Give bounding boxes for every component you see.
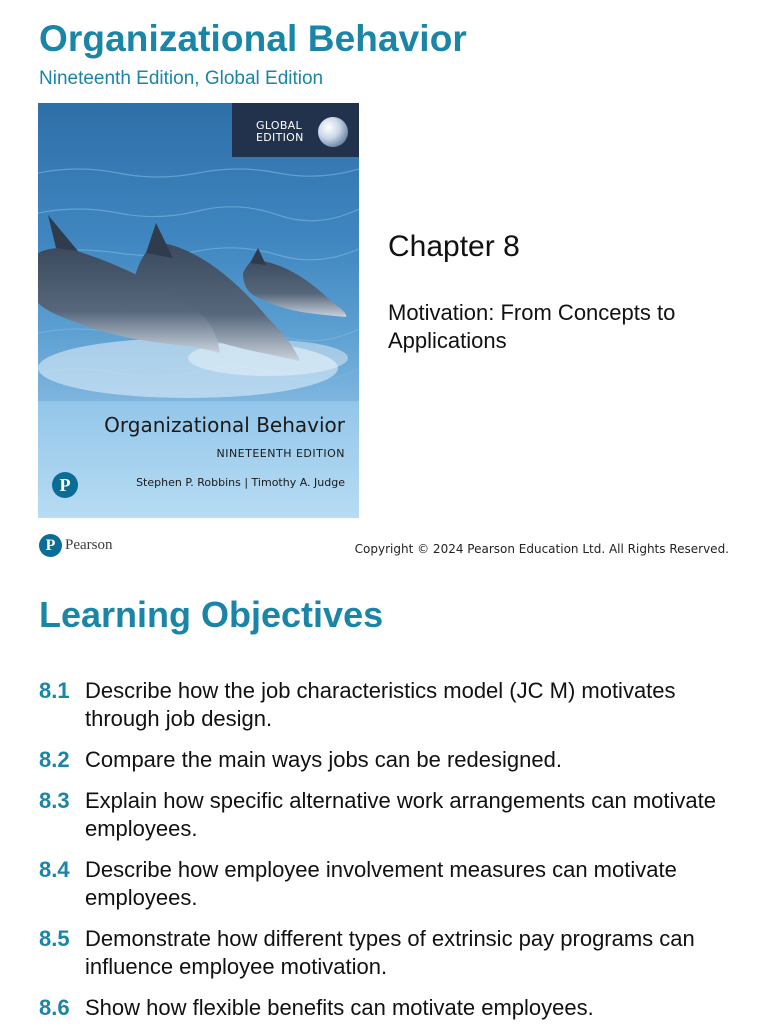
book-title: Organizational Behavior — [39, 18, 467, 59]
objective-number: 8.6 — [39, 995, 70, 1020]
objective-item — [39, 925, 739, 981]
cover-edition: NINETEENTH EDITION — [216, 447, 345, 460]
objective-text: Demonstrate how different types of extrinsic pay programs can influence employee motivation. — [85, 926, 695, 979]
cover-title: Organizational Behavior — [104, 413, 345, 437]
objective-item — [39, 856, 739, 912]
learning-objectives-heading: Learning Objectives — [39, 594, 384, 635]
global-edition-badge — [232, 103, 359, 157]
objective-text: Describe how the job characteristics model (JC M) motivates through job design. — [85, 678, 676, 731]
objective-item — [39, 994, 739, 1022]
objective-item — [39, 677, 739, 733]
chapter-subtitle: Motivation: From Concepts to Applications — [388, 300, 676, 353]
objective-number: 8.4 — [39, 857, 70, 882]
globe-icon — [318, 117, 348, 147]
objective-text: Explain how specific alternative work arrangements can motivate employees. — [85, 788, 716, 841]
pearson-wordmark: Pearson — [65, 537, 113, 553]
objective-text: Describe how employee involvement measures can motivate employees. — [85, 857, 677, 910]
badge-line-edition: EDITION — [256, 131, 304, 144]
objective-number: 8.1 — [39, 678, 70, 703]
objective-text: Compare the main ways jobs can be redesigned. — [85, 747, 562, 772]
objective-number: 8.5 — [39, 926, 70, 951]
objective-text: Show how flexible benefits can motivate employees. — [85, 995, 594, 1020]
badge-line-global: GLOBAL — [256, 119, 302, 132]
chapter-label: Chapter 8 — [388, 230, 520, 263]
pearson-logo-icon: P — [52, 472, 78, 498]
book-cover-image — [38, 103, 359, 518]
edition-subtitle: Nineteenth Edition, Global Edition — [39, 68, 324, 89]
objective-item — [39, 746, 739, 774]
copyright-notice: Copyright © 2024 Pearson Education Ltd. All Rights Reserved. — [354, 542, 729, 556]
pearson-p-icon: P — [39, 534, 62, 557]
objective-number: 8.2 — [39, 747, 70, 772]
cover-authors: Stephen P. Robbins | Timothy A. Judge — [136, 476, 345, 489]
pearson-logo — [39, 534, 113, 557]
objective-number: 8.3 — [39, 788, 70, 813]
learning-objectives-list — [39, 677, 739, 1035]
objective-item — [39, 787, 739, 843]
